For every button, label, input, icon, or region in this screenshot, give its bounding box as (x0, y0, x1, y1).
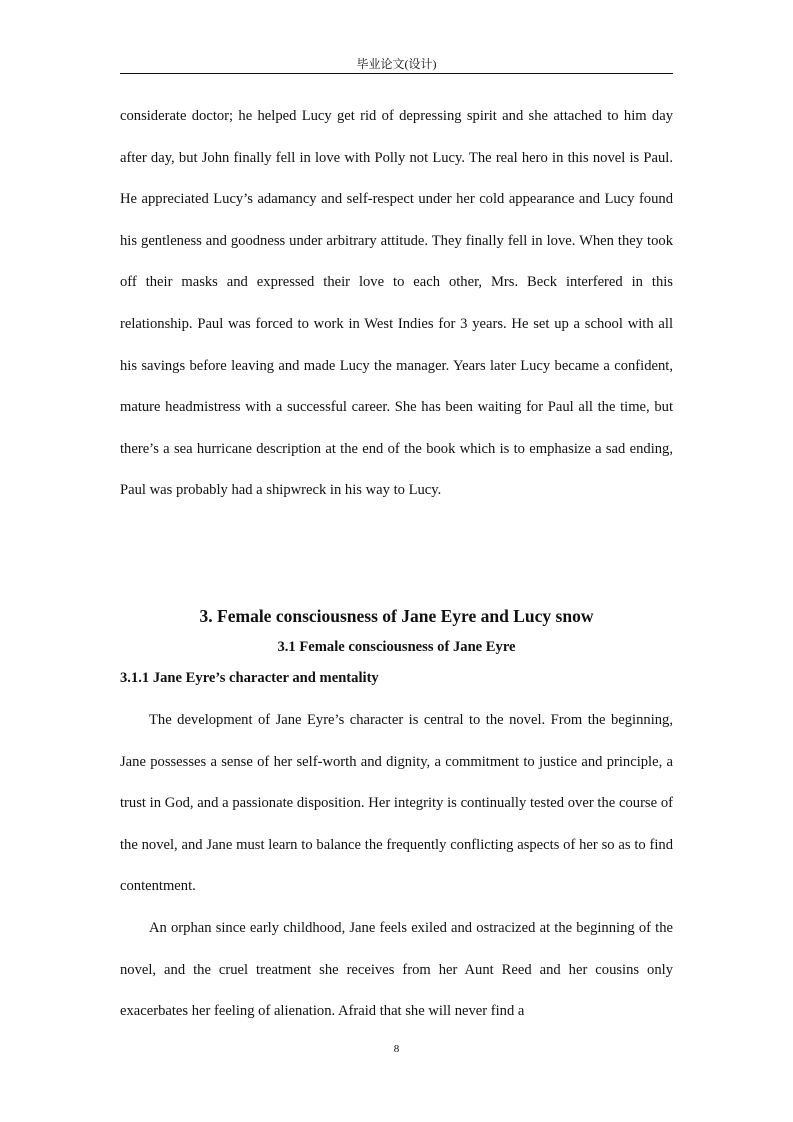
subsubsection-heading: 3.1.1 Jane Eyre’s character and mentality (120, 670, 379, 686)
page-header-title: 毕业论文(设计) (356, 57, 437, 71)
section-heading: 3. Female consciousness of Jane Eyre and Lucy snow (199, 606, 594, 626)
body-paragraph-continuation: considerate doctor; he helped Lucy get rid of depressing spirit and she attached to him day after day, but John finally fell in love with Polly not Lucy. The real hero in this novel is Paul. He appreciated Lucy’s adamancy and self-respect under her cold appearance and Lucy found his gentleness and goodness under arbitrary attitude. They finally fell in love. When they took off their masks and expressed their love to each other, Mrs. Beck interfered in this relationship. Paul was forced to work in West Indies for 3 years. He set up a school with all his savings before leaving and made Lucy the manager. Years later Lucy became a confident, mature headmistress with a successful career. She has been waiting for Paul all the time, but there’s a sea hurricane description at the end of the book which is to emphasize a sad ending, Paul was probably had a shipwreck in his way to Lucy. (120, 108, 673, 499)
body-paragraph-orphan: An orphan since early childhood, Jane feels exiled and ostracized at the beginning of the novel, and the cruel treatment she receives from her Aunt Reed and her cousins only exacerbates her feeling of alienation. Afraid that she will never find a (120, 920, 673, 1020)
page-number: 8 (393, 1043, 400, 1055)
subsection-heading: 3.1 Female consciousness of Jane Eyre (277, 639, 516, 655)
body-paragraph-development: The development of Jane Eyre’s character is central to the novel. From the beginning, Jane possesses a sense of her self-worth and dignity, a commitment to justice and principle, a trust in God, and a passionate disposition. Her integrity is continually tested over the course of the novel, and Jane must learn to balance the frequently conflicting aspects of her so as to find contentment. (120, 712, 673, 895)
header-rule (120, 73, 673, 74)
